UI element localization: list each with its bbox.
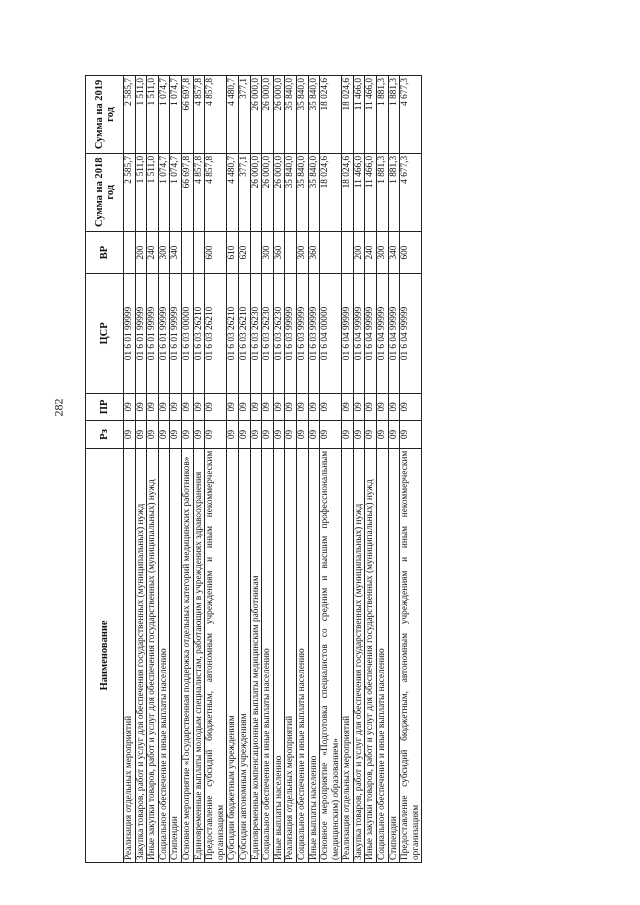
- cell-name: Субсидии бюджетным учреждениям: [227, 448, 239, 862]
- cell-sum-2019: 1 074,7: [170, 76, 182, 154]
- cell-csr: 01 6 04 99999: [342, 274, 354, 393]
- cell-pr: 09: [388, 393, 400, 421]
- cell-sum-2019: 1 511,0: [135, 76, 147, 154]
- cell-csr: 01 6 01 99999: [147, 274, 159, 393]
- cell-sum-2018: 4 677,3: [400, 153, 422, 231]
- cell-pr: 09: [400, 393, 422, 421]
- cell-name: Закупка товаров, работ и услуг для обеспечения государственных (муниципальных) нужд: [353, 448, 365, 862]
- table-body: [124, 76, 422, 863]
- cell-csr: 01 6 03 99999: [296, 274, 308, 393]
- table-row: [308, 76, 320, 863]
- cell-name: Реализация отдельных мероприятий: [285, 448, 297, 862]
- table-row: [158, 76, 170, 863]
- cell-vr: 300: [296, 231, 308, 274]
- cell-sum-2018: 26 000,0: [273, 153, 285, 231]
- table-row: [388, 76, 400, 863]
- cell-name: Предоставление субсидий бюджетным, автономным учреждениям и иным некоммерческим организациям: [400, 448, 422, 862]
- cell-sum-2019: 35 840,0: [285, 76, 297, 154]
- cell-pr: 09: [353, 393, 365, 421]
- cell-pr: 09: [262, 393, 274, 421]
- cell-rz: 09: [262, 421, 274, 449]
- cell-pr: 09: [205, 393, 227, 421]
- cell-rz: 09: [158, 421, 170, 449]
- cell-vr: 300: [262, 231, 274, 274]
- table-row: [135, 76, 147, 863]
- cell-vr: 340: [388, 231, 400, 274]
- cell-pr: 09: [158, 393, 170, 421]
- cell-vr: 620: [238, 231, 250, 274]
- cell-sum-2018: 377,1: [238, 153, 250, 231]
- cell-rz: 09: [170, 421, 182, 449]
- cell-name: Основное мероприятие «Подготовка специалистов со средним и высшим профессиональным (медицинским) образованием»: [320, 448, 342, 862]
- cell-rz: 09: [147, 421, 159, 449]
- cell-vr: 610: [227, 231, 239, 274]
- cell-rz: 09: [320, 421, 342, 449]
- cell-sum-2019: 4 480,7: [227, 76, 239, 154]
- header-csr: ЦСР: [86, 274, 124, 393]
- table-row: [181, 76, 193, 863]
- header-vr: ВР: [86, 231, 124, 274]
- table-row: [342, 76, 354, 863]
- cell-vr: 600: [205, 231, 227, 274]
- header-pr: ПР: [86, 393, 124, 421]
- cell-pr: 09: [135, 393, 147, 421]
- cell-name: Стипендии: [388, 448, 400, 862]
- budget-table: [85, 75, 422, 863]
- cell-csr: 01 6 04 99999: [353, 274, 365, 393]
- cell-name: Субсидии автономным учреждениям: [238, 448, 250, 862]
- cell-name: Социальное обеспечение и иные выплаты населению: [296, 448, 308, 862]
- cell-rz: 09: [342, 421, 354, 449]
- table-row: [365, 76, 377, 863]
- cell-vr: [320, 231, 342, 274]
- cell-name: Иные закупки товаров, работ и услуг для обеспечения государственных (муниципальных) нужд: [147, 448, 159, 862]
- cell-sum-2018: 35 840,0: [285, 153, 297, 231]
- cell-vr: 600: [400, 231, 422, 274]
- cell-vr: 200: [353, 231, 365, 274]
- cell-rz: 09: [296, 421, 308, 449]
- cell-csr: 01 6 01 99999: [124, 274, 136, 393]
- cell-name: Иные выплаты населению: [273, 448, 285, 862]
- cell-sum-2019: 1 074,7: [158, 76, 170, 154]
- cell-csr: 01 6 04 99999: [377, 274, 389, 393]
- cell-rz: 09: [273, 421, 285, 449]
- cell-pr: 09: [320, 393, 342, 421]
- table-row: [238, 76, 250, 863]
- cell-name: Основное мероприятие «Государственная поддержка отдельных категорий медицинских работников»: [181, 448, 193, 862]
- cell-pr: 09: [308, 393, 320, 421]
- table-row: [250, 76, 262, 863]
- cell-sum-2018: 26 000,0: [250, 153, 262, 231]
- cell-sum-2019: 1 881,3: [388, 76, 400, 154]
- cell-csr: 01 6 03 26230: [273, 274, 285, 393]
- table-row: [193, 76, 205, 863]
- table-row: [205, 76, 227, 863]
- cell-rz: 09: [193, 421, 205, 449]
- cell-sum-2018: 1 881,3: [388, 153, 400, 231]
- table-row: [400, 76, 422, 863]
- cell-pr: 09: [238, 393, 250, 421]
- cell-name: Иные выплаты населению: [308, 448, 320, 862]
- header-rz: Рз: [86, 421, 124, 449]
- table-row: [147, 76, 159, 863]
- cell-sum-2019: 1 511,0: [147, 76, 159, 154]
- cell-sum-2019: 26 000,0: [262, 76, 274, 154]
- cell-vr: 300: [377, 231, 389, 274]
- cell-rz: 09: [308, 421, 320, 449]
- cell-name: Иные закупки товаров, работ и услуг для обеспечения государственных (муниципальных) нужд: [365, 448, 377, 862]
- cell-vr: 360: [308, 231, 320, 274]
- rotated-table-container: [85, 75, 558, 863]
- cell-csr: 01 6 01 99999: [135, 274, 147, 393]
- cell-sum-2019: 4 677,3: [400, 76, 422, 154]
- cell-sum-2018: 2 585,7: [124, 153, 136, 231]
- cell-vr: [124, 231, 136, 274]
- cell-sum-2018: 1 511,0: [135, 153, 147, 231]
- cell-csr: 01 6 03 99999: [285, 274, 297, 393]
- cell-pr: 09: [181, 393, 193, 421]
- cell-name: Предоставление субсидий бюджетным, автономным учреждениям и иным некоммерческим организациям: [205, 448, 227, 862]
- table-row: [124, 76, 136, 863]
- cell-sum-2018: 1 511,0: [147, 153, 159, 231]
- table-row: [227, 76, 239, 863]
- cell-sum-2019: 66 697,8: [181, 76, 193, 154]
- cell-sum-2018: 1 074,7: [158, 153, 170, 231]
- cell-pr: 09: [227, 393, 239, 421]
- cell-rz: 09: [181, 421, 193, 449]
- table-row: [170, 76, 182, 863]
- cell-sum-2018: 35 840,0: [296, 153, 308, 231]
- cell-csr: 01 6 04 99999: [400, 274, 422, 393]
- cell-sum-2019: 1 881,3: [377, 76, 389, 154]
- cell-pr: 09: [377, 393, 389, 421]
- cell-name: Социальное обеспечение и иные выплаты населению: [158, 448, 170, 862]
- cell-sum-2019: 11 466,0: [365, 76, 377, 154]
- cell-vr: 360: [273, 231, 285, 274]
- page-number: 282: [51, 398, 66, 417]
- cell-sum-2019: 18 024,6: [342, 76, 354, 154]
- cell-rz: 09: [205, 421, 227, 449]
- cell-sum-2018: 18 024,6: [342, 153, 354, 231]
- cell-name: Реализация отдельных мероприятий: [124, 448, 136, 862]
- cell-sum-2019: 35 840,0: [296, 76, 308, 154]
- cell-name: Стипендии: [170, 448, 182, 862]
- cell-pr: 09: [365, 393, 377, 421]
- cell-pr: 09: [147, 393, 159, 421]
- cell-name: Социальное обеспечение и иные выплаты населению: [262, 448, 274, 862]
- cell-pr: 09: [273, 393, 285, 421]
- table-row: [296, 76, 308, 863]
- table-row: [273, 76, 285, 863]
- cell-sum-2018: 26 000,0: [262, 153, 274, 231]
- cell-csr: 01 6 03 26210: [238, 274, 250, 393]
- table-row: [262, 76, 274, 863]
- cell-vr: 340: [170, 231, 182, 274]
- cell-csr: 01 6 03 00000: [181, 274, 193, 393]
- cell-sum-2019: 35 840,0: [308, 76, 320, 154]
- cell-sum-2019: 11 466,0: [353, 76, 365, 154]
- cell-csr: 01 6 03 26210: [205, 274, 227, 393]
- cell-pr: 09: [250, 393, 262, 421]
- cell-sum-2018: 1 881,3: [377, 153, 389, 231]
- table-header-row: [86, 76, 124, 863]
- cell-vr: 240: [147, 231, 159, 274]
- cell-csr: 01 6 04 99999: [365, 274, 377, 393]
- cell-name: Единовременные компенсационные выплаты медицинским работникам: [250, 448, 262, 862]
- header-sum-2018: Сумма на 2018 год: [86, 153, 124, 231]
- cell-sum-2018: 35 840,0: [308, 153, 320, 231]
- cell-rz: 09: [377, 421, 389, 449]
- table-row: [353, 76, 365, 863]
- cell-pr: 09: [296, 393, 308, 421]
- table-row: [377, 76, 389, 863]
- cell-sum-2019: 4 857,8: [205, 76, 227, 154]
- cell-sum-2019: 2 585,7: [124, 76, 136, 154]
- cell-vr: [285, 231, 297, 274]
- cell-name: Реализация отдельных мероприятий: [342, 448, 354, 862]
- cell-pr: 09: [285, 393, 297, 421]
- cell-csr: 01 6 01 99999: [170, 274, 182, 393]
- cell-rz: 09: [124, 421, 136, 449]
- cell-sum-2018: 4 480,7: [227, 153, 239, 231]
- cell-vr: [250, 231, 262, 274]
- cell-rz: 09: [227, 421, 239, 449]
- cell-sum-2019: 4 857,8: [193, 76, 205, 154]
- cell-vr: 200: [135, 231, 147, 274]
- cell-name: Социальное обеспечение и иные выплаты населению: [377, 448, 389, 862]
- cell-sum-2018: 4 857,8: [193, 153, 205, 231]
- cell-rz: 09: [238, 421, 250, 449]
- cell-sum-2019: 26 000,0: [273, 76, 285, 154]
- cell-rz: 09: [250, 421, 262, 449]
- cell-csr: 01 6 03 26210: [227, 274, 239, 393]
- cell-rz: 09: [365, 421, 377, 449]
- cell-csr: 01 6 03 26210: [193, 274, 205, 393]
- cell-csr: 01 6 03 26230: [262, 274, 274, 393]
- cell-name: Единовременные выплаты молодым специалистам, работающим в учреждениях здравоохранения: [193, 448, 205, 862]
- cell-vr: [342, 231, 354, 274]
- cell-sum-2018: 66 697,8: [181, 153, 193, 231]
- cell-vr: 240: [365, 231, 377, 274]
- cell-sum-2019: 26 000,0: [250, 76, 262, 154]
- cell-csr: 01 6 03 99999: [308, 274, 320, 393]
- cell-sum-2018: 11 466,0: [353, 153, 365, 231]
- cell-rz: 09: [353, 421, 365, 449]
- header-sum-2019: Сумма на 2019 год: [86, 76, 124, 154]
- table-row: [285, 76, 297, 863]
- cell-vr: 300: [158, 231, 170, 274]
- cell-csr: 01 6 04 00000: [320, 274, 342, 393]
- cell-sum-2018: 1 074,7: [170, 153, 182, 231]
- table-row: [320, 76, 342, 863]
- cell-sum-2019: 377,1: [238, 76, 250, 154]
- cell-sum-2018: 18 024,6: [320, 153, 342, 231]
- cell-pr: 09: [170, 393, 182, 421]
- cell-pr: 09: [193, 393, 205, 421]
- cell-sum-2018: 11 466,0: [365, 153, 377, 231]
- cell-pr: 09: [124, 393, 136, 421]
- cell-csr: 01 6 03 26230: [250, 274, 262, 393]
- cell-csr: 01 6 01 99999: [158, 274, 170, 393]
- cell-rz: 09: [388, 421, 400, 449]
- cell-name: Закупка товаров, работ и услуг для обеспечения государственных (муниципальных) нужд: [135, 448, 147, 862]
- cell-vr: [193, 231, 205, 274]
- cell-sum-2019: 18 024,6: [320, 76, 342, 154]
- cell-pr: 09: [342, 393, 354, 421]
- cell-rz: 09: [400, 421, 422, 449]
- header-name: Наименование: [86, 448, 124, 862]
- cell-vr: [181, 231, 193, 274]
- cell-csr: 01 6 04 99999: [388, 274, 400, 393]
- cell-rz: 09: [135, 421, 147, 449]
- cell-rz: 09: [285, 421, 297, 449]
- cell-sum-2018: 4 857,8: [205, 153, 227, 231]
